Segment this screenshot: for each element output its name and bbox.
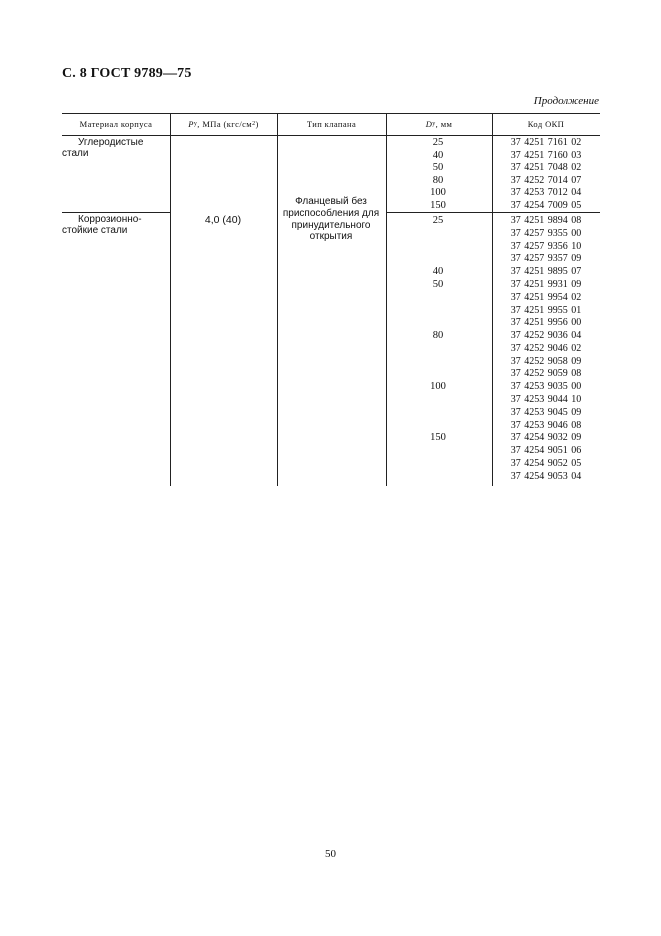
dn-cell: 100 — [430, 381, 446, 392]
dn-cell: 100 — [430, 187, 446, 198]
dn-cell: 25 — [432, 137, 444, 148]
page-title: С. 8 ГОСТ 9789—75 — [62, 66, 192, 81]
header-material: Материал корпуса — [79, 119, 153, 129]
dn-cell: 150 — [430, 432, 446, 443]
pressure-unit: , МПа (кгс/см — [197, 119, 253, 129]
material-stainless-steel — [62, 214, 170, 236]
pressure-value: 4,0 (40) — [204, 214, 242, 226]
okp-code: 37 4251 9894 08 — [510, 215, 582, 226]
header-pressure — [170, 113, 277, 135]
dn-cell: 40 — [432, 150, 444, 161]
okp-code: 37 4251 7161 02 — [510, 137, 582, 148]
pressure-superscript: 2 — [252, 121, 256, 127]
okp-code: 37 4254 9053 04 — [510, 471, 582, 482]
okp-code: 37 4257 9356 10 — [510, 241, 582, 252]
okp-code: 37 4257 9355 00 — [510, 228, 582, 239]
okp-code: 37 4253 9046 08 — [510, 420, 582, 431]
dn-cell: 40 — [432, 266, 444, 277]
material-line: стойкие стали — [62, 225, 128, 236]
okp-code: 37 4251 9931 09 — [510, 279, 582, 290]
okp-code: 37 4251 9954 02 — [510, 292, 582, 303]
okp-code: 37 4252 9046 02 — [510, 343, 582, 354]
pressure-subscript: у — [193, 121, 198, 127]
dn-cell: 80 — [432, 175, 444, 186]
valve-type-value — [278, 196, 384, 243]
okp-code: 37 4252 7014 07 — [510, 175, 582, 186]
dn-cell: 50 — [432, 279, 444, 290]
okp-code: 37 4257 9357 09 — [510, 253, 582, 264]
valve-type-line: приспособления для — [282, 207, 380, 219]
material-line: Углеродистые — [78, 137, 144, 148]
okp-code: 37 4251 7048 02 — [510, 162, 582, 173]
header-bottom-rule — [62, 135, 600, 136]
column-divider — [277, 113, 278, 486]
okp-code: 37 4254 9052 05 — [510, 458, 582, 469]
okp-code: 37 4254 7009 05 — [510, 200, 582, 211]
column-divider — [170, 113, 171, 486]
page-number: 50 — [325, 848, 336, 860]
okp-code: 37 4252 9036 04 — [510, 330, 582, 341]
material-separator-rule — [62, 212, 170, 213]
okp-code: 37 4254 9032 09 — [510, 432, 582, 443]
pressure-close: ) — [255, 119, 259, 129]
dn-separator-rule — [386, 212, 600, 213]
continuation-label: Продолжение — [533, 95, 599, 107]
valve-type-line: открытия — [309, 231, 353, 243]
okp-code: 37 4252 9059 08 — [510, 368, 582, 379]
okp-code: 37 4251 9956 00 — [510, 317, 582, 328]
okp-code: 37 4251 7160 03 — [510, 150, 582, 161]
okp-code: 37 4254 9051 06 — [510, 445, 582, 456]
pressure-symbol: P — [188, 119, 194, 129]
header-valve-type: Тип клапана — [306, 119, 357, 129]
okp-code: 37 4253 9035 00 — [510, 381, 582, 392]
dn-cell: 150 — [430, 200, 446, 211]
dn-symbol: D — [425, 119, 433, 129]
okp-code: 37 4251 9895 07 — [510, 266, 582, 277]
material-line: Коррозионно- — [78, 214, 142, 225]
valve-type-line: Фланцевый без — [295, 196, 367, 207]
dn-cell: 50 — [432, 162, 444, 173]
material-line: стали — [62, 148, 89, 159]
dn-unit: , мм — [435, 119, 453, 129]
okp-code: 37 4251 9955 01 — [510, 305, 582, 316]
header-dn — [386, 113, 492, 135]
okp-code: 37 4253 7012 04 — [510, 187, 582, 198]
okp-code: 37 4253 9045 09 — [510, 407, 582, 418]
valve-type-line: принудительного — [291, 219, 371, 231]
dn-cell: 80 — [432, 330, 444, 341]
dn-cell: 25 — [432, 215, 444, 226]
dn-subscript: у — [432, 121, 436, 127]
okp-code: 37 4253 9044 10 — [510, 394, 582, 405]
okp-code: 37 4252 9058 09 — [510, 356, 582, 367]
header-okp: Код ОКП — [527, 119, 565, 129]
material-carbon-steel — [62, 137, 170, 159]
